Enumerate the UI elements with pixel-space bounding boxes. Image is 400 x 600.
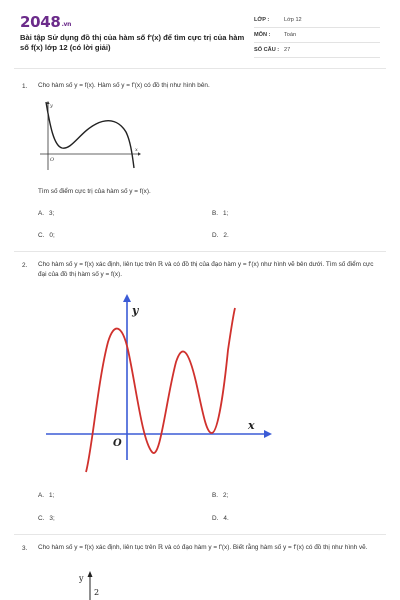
meta-count-value: 27	[284, 47, 291, 53]
question-2-option-a[interactable]	[38, 492, 54, 499]
meta-grade	[254, 14, 380, 28]
q1-x-label: x	[135, 147, 138, 153]
option-value: 0;	[49, 232, 55, 239]
q2-y-arrow	[123, 294, 131, 302]
option-letter: A.	[38, 210, 45, 217]
q1-origin-label: O	[50, 157, 55, 163]
q3-tick-label: 2	[94, 588, 100, 597]
option-letter: C.	[38, 515, 45, 522]
option-value: 2.	[223, 232, 229, 239]
question-1-divider	[14, 251, 386, 252]
q2-x-label: x	[248, 419, 255, 432]
logo-suffix: .vn	[61, 21, 72, 28]
q1-derivative-curve	[46, 102, 134, 168]
question-2-option-d[interactable]	[212, 515, 229, 522]
option-letter: C.	[38, 232, 45, 239]
meta-grade-label: LỚP :	[254, 17, 270, 23]
option-letter: B.	[212, 492, 219, 499]
question-1-subtext: Tìm số điểm cực trị của hàm số y = f(x).	[38, 188, 151, 195]
q1-y-label: y	[50, 103, 53, 109]
question-1-option-d[interactable]	[212, 232, 229, 239]
q2-origin-label: O	[113, 438, 122, 449]
question-2-text: Cho hàm số y = f(x) xác định, liên tục trên ℝ và có đồ thị của đạo hàm y = f'(x) như hình vẽ bên dưới. Tìm số điểm cực đại của đồ thị hàm số y = f(x).	[38, 261, 374, 278]
option-value: 2;	[223, 492, 229, 499]
meta-subject-label: MÔN :	[254, 32, 271, 38]
option-value: 1;	[49, 492, 55, 499]
question-2-number: 2.	[22, 262, 28, 269]
q2-derivative-curve	[86, 308, 235, 472]
q2-y-label: y	[132, 304, 139, 317]
question-2-graph	[42, 290, 274, 476]
question-2-divider	[14, 534, 386, 535]
header-divider	[14, 68, 386, 69]
option-value: 3;	[49, 515, 55, 522]
question-1-option-c[interactable]	[38, 232, 55, 239]
option-letter: A.	[38, 492, 45, 499]
question-2-option-b[interactable]	[212, 492, 228, 499]
option-letter: D.	[212, 232, 219, 239]
question-1-number: 1.	[22, 83, 28, 90]
question-3-text: Cho hàm số y = f(x) xác định, liên tục trên ℝ và có đạo hàm y = f'(x). Biết rằng hàm số y = f'(x) có đồ thị như hình vẽ.	[38, 544, 368, 551]
option-value: 4.	[223, 515, 229, 522]
meta-subject-value: Toán	[284, 32, 297, 38]
question-1-graph	[36, 96, 144, 176]
question-1-option-b[interactable]	[212, 210, 228, 217]
option-value: 3;	[49, 210, 55, 217]
q2-x-arrow	[264, 430, 272, 438]
meta-subject	[254, 29, 380, 43]
meta-grade-value: Lớp 12	[284, 17, 302, 23]
option-value: 1;	[223, 210, 229, 217]
q1-x-arrow	[138, 152, 141, 155]
meta-count	[254, 44, 380, 58]
option-letter: B.	[212, 210, 219, 217]
logo-text: 2048	[20, 13, 61, 31]
question-3-number: 3.	[22, 545, 28, 552]
document-title: Bài tập Sử dụng đồ thị của hàm số f'(x) để tìm cực trị của hàm số f(x) lớp 12 (có lời giải)	[20, 33, 245, 52]
q3-y-arrow	[88, 571, 93, 577]
meta-count-label: SỐ CÂU :	[254, 47, 280, 53]
option-letter: D.	[212, 515, 219, 522]
question-2-option-c[interactable]	[38, 515, 55, 522]
question-3-graph	[76, 570, 116, 600]
question-1-option-a[interactable]	[38, 210, 54, 217]
q3-y-label: y	[79, 574, 84, 583]
site-logo[interactable]	[20, 13, 71, 31]
question-1-text: Cho hàm số y = f(x). Hàm số y = f'(x) có đồ thị như hình bên.	[38, 82, 210, 89]
